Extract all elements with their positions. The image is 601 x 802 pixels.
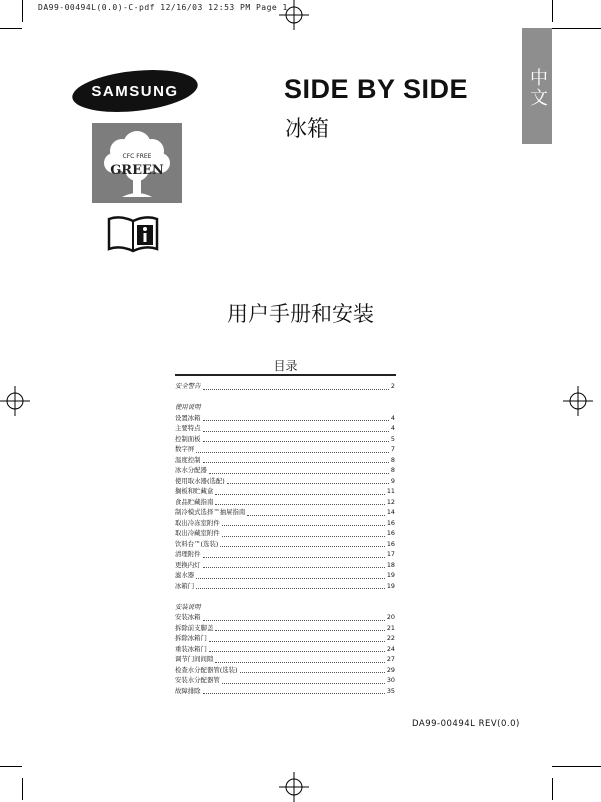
toc-entry-label: 重装冰箱门 — [175, 644, 207, 653]
toc-leader — [222, 682, 385, 684]
toc-leader — [227, 482, 389, 484]
toc-entry-page: 16 — [386, 529, 395, 537]
toc-entry[interactable] — [175, 486, 395, 497]
toc-entry[interactable] — [175, 465, 395, 476]
toc-leader — [196, 451, 389, 453]
toc-entry[interactable] — [175, 549, 395, 560]
toc-leader — [209, 472, 389, 474]
tree-icon — [92, 123, 182, 203]
trim-line — [0, 766, 22, 767]
toc-entry-label: 取出冷冻室附件 — [175, 518, 220, 527]
toc-entry[interactable] — [175, 528, 395, 539]
toc-entry[interactable] — [175, 539, 395, 550]
toc-entry-page: 8 — [390, 455, 395, 464]
toc-leader — [203, 556, 385, 558]
toc-entry-label: 温度控制 — [175, 455, 201, 464]
toc-entry-label: 检查水分配器管(选装) — [175, 665, 238, 674]
cfc-free-green-badge — [92, 123, 182, 203]
toc-entry-page: 4 — [390, 413, 395, 422]
toc-entry-label: 冰箱门 — [175, 581, 195, 590]
toc-leader — [203, 461, 389, 463]
toc-entry-page: 17 — [386, 550, 395, 558]
toc-entry[interactable] — [175, 612, 395, 623]
toc-leader — [209, 650, 385, 652]
registration-mark-bottom — [279, 772, 309, 802]
manual-title: 用户手册和安装 — [227, 302, 374, 326]
toc-entry-page: 24 — [386, 644, 395, 653]
toc-entry-page: 19 — [386, 571, 395, 579]
language-tab — [522, 28, 552, 144]
toc-entry-label: 清理附件 — [175, 550, 201, 558]
toc-entry[interactable] — [175, 444, 395, 455]
toc-entry[interactable] — [175, 581, 395, 592]
toc-entry[interactable] — [175, 675, 395, 686]
language-tab-label: 中文 — [527, 68, 548, 108]
registration-mark-top — [279, 0, 309, 30]
toc-leader — [222, 524, 385, 526]
toc-entry-page: 21 — [386, 623, 395, 632]
toc-entry-page: 7 — [390, 445, 395, 453]
toc-leader — [203, 440, 389, 442]
toc-entry-label: 冰水分配器 — [175, 466, 207, 474]
toc-entry-page: 16 — [386, 539, 395, 548]
toc-entry-page: 22 — [386, 634, 395, 642]
toc-entry-label: 食品贮藏指南 — [175, 497, 214, 506]
toc-entry-label: 调节门间间隙 — [175, 655, 214, 663]
toc-entry[interactable] — [175, 455, 395, 466]
trim-line — [552, 28, 601, 29]
toc-entry-page: 11 — [386, 487, 395, 495]
toc-entry[interactable] — [175, 476, 395, 487]
toc-leader — [215, 629, 385, 631]
toc-entry-page: 9 — [390, 476, 395, 485]
toc-entry-page: 12 — [386, 497, 395, 506]
toc-entry-label: 滤水器 — [175, 571, 195, 579]
toc-entry[interactable] — [175, 686, 395, 697]
toc-entry-page: 16 — [386, 518, 395, 527]
toc-leader — [203, 419, 389, 421]
toc-entry-page: 35 — [386, 686, 395, 695]
toc-entry-label: 拆除冰箱门 — [175, 634, 207, 642]
toc-entry-label: 安装冰箱 — [175, 613, 201, 621]
toc-leader — [240, 671, 385, 673]
toc-entry-label: 饮料台™(选装) — [175, 539, 219, 548]
toc-leader — [203, 430, 389, 432]
samsung-logo-text: SAMSUNG — [91, 83, 179, 100]
toc-entry-page: 8 — [390, 466, 395, 474]
trim-line — [552, 778, 553, 800]
toc-leader — [222, 535, 385, 537]
toc-entry[interactable] — [175, 381, 395, 392]
toc-section-title: 使用说明 — [175, 403, 201, 411]
toc-entry-page: 20 — [386, 613, 395, 621]
toc-entry-label: 故障排除 — [175, 686, 201, 695]
print-header: DA99-00494L(0.0)-C-pdf 12/16/03 12:53 PM Page 1 — [38, 3, 288, 12]
toc-entry-label: 安全警告 — [175, 382, 201, 390]
manual-info-icon — [107, 213, 159, 253]
trim-line — [552, 0, 553, 22]
toc-entry-page: 30 — [386, 676, 395, 684]
toc-entry-page: 19 — [386, 581, 395, 590]
table-of-contents — [175, 378, 395, 696]
toc-leader — [203, 388, 389, 390]
badge-main-text: GREEN — [110, 163, 164, 178]
document-code: DA99-00494L REV(0.0) — [412, 719, 520, 729]
toc-entry-label: 安装水分配器管 — [175, 676, 220, 684]
toc-entry-label: 制冷模式选择™抽屉指南 — [175, 508, 246, 516]
trim-line — [0, 28, 22, 29]
toc-entry-page: 2 — [390, 382, 395, 390]
toc-entry[interactable] — [175, 623, 395, 634]
toc-entry-label: 搁板和贮藏盒 — [175, 487, 214, 495]
toc-entry[interactable] — [175, 434, 395, 445]
toc-entry[interactable] — [175, 570, 395, 581]
trim-line — [22, 0, 23, 22]
toc-leader — [215, 661, 385, 663]
toc-section-title: 安装说明 — [175, 602, 201, 611]
toc-leader — [209, 640, 385, 642]
toc-entry[interactable] — [175, 423, 395, 434]
toc-entry[interactable] — [175, 497, 395, 508]
toc-divider — [175, 374, 396, 376]
toc-leader — [247, 514, 385, 516]
toc-entry[interactable] — [175, 654, 395, 665]
trim-line — [552, 766, 601, 767]
toc-entry[interactable] — [175, 560, 395, 571]
toc-entry-page: 18 — [386, 560, 395, 569]
toc-entry[interactable] — [175, 633, 395, 644]
samsung-logo — [70, 68, 200, 114]
toc-entry-label: 取出冷藏室附件 — [175, 529, 220, 537]
toc-heading: 目录 — [273, 359, 298, 373]
toc-entry[interactable] — [175, 413, 395, 424]
product-subtitle: 冰箱 — [285, 117, 330, 142]
toc-entry-page: 5 — [390, 434, 395, 443]
toc-leader — [215, 503, 385, 505]
toc-entry-label: 更换内灯 — [175, 560, 201, 569]
toc-leader — [196, 587, 385, 589]
toc-entry-page: 14 — [386, 508, 395, 516]
product-title: SIDE BY SIDE — [284, 74, 469, 104]
toc-entry-label: 设置冰箱 — [175, 413, 201, 422]
trim-line — [22, 778, 23, 800]
toc-entry-label: 主要特点 — [175, 424, 201, 432]
toc-leader — [203, 619, 385, 621]
toc-entry[interactable] — [175, 665, 395, 676]
toc-entry-label: 数字屏 — [175, 445, 195, 453]
toc-entry-page: 27 — [386, 655, 395, 663]
badge-top-text: CFC FREE — [122, 153, 152, 160]
toc-leader — [220, 545, 385, 547]
toc-leader — [203, 566, 385, 568]
toc-entry-label: 控制面板 — [175, 434, 201, 443]
toc-leader — [203, 692, 385, 694]
toc-entry-page: 29 — [386, 665, 395, 674]
toc-entry-label: 使用取水器(选配) — [175, 476, 225, 485]
toc-entry[interactable] — [175, 507, 395, 518]
registration-mark-right — [563, 386, 593, 416]
toc-entry[interactable] — [175, 518, 395, 529]
toc-entry-page: 4 — [390, 424, 395, 432]
toc-entry[interactable] — [175, 644, 395, 655]
registration-mark-left — [0, 386, 30, 416]
toc-entry-label: 拆除前支脚盖 — [175, 623, 214, 632]
toc-leader — [196, 577, 385, 579]
toc-leader — [215, 493, 385, 495]
